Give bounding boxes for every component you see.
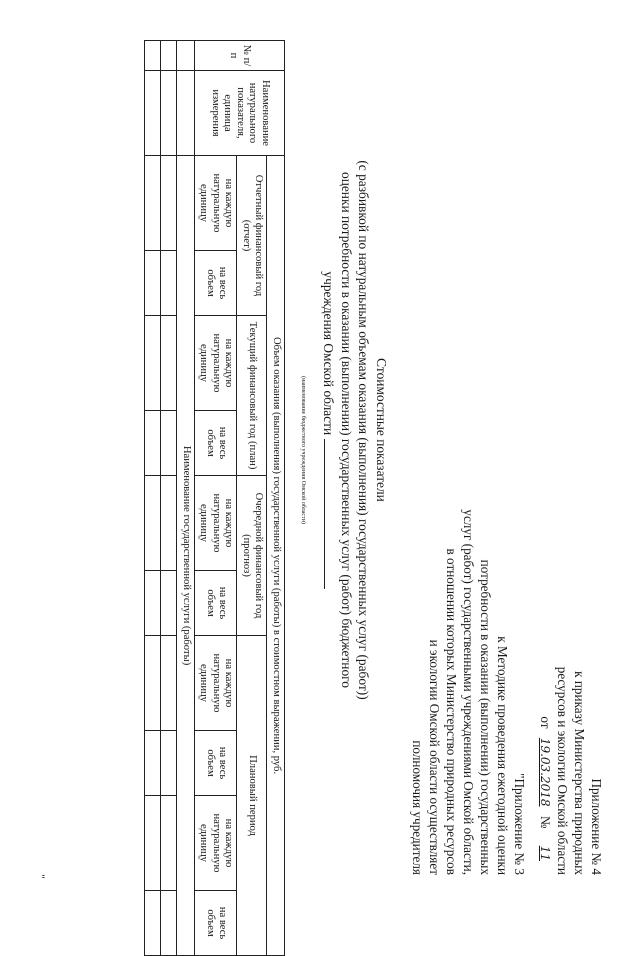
header-per-unit: на каждую натуральную единицу xyxy=(195,316,238,411)
header-per-unit: на каждую натуральную единицу xyxy=(195,156,238,251)
header-per-unit: на каждую натуральную единицу xyxy=(195,796,238,891)
header-total: на весь объем xyxy=(195,411,238,476)
document-title-block xyxy=(320,150,390,710)
number-prefix: № xyxy=(538,815,553,829)
header-period-reporting: Отчетный финансовый год (отчет) xyxy=(237,156,267,316)
indicators-table xyxy=(145,40,286,940)
header-per-unit: на каждую натуральную единицу xyxy=(195,476,238,571)
date-prefix: от xyxy=(538,716,553,729)
annex-3-line: к Методике проведения ежегодной оценки xyxy=(495,636,510,875)
annex-4-line: к приказу Министерства природных xyxy=(572,671,587,875)
header-period-next: Очередной финансовый год (прогноз) xyxy=(237,476,267,636)
document-title: Стоимостные показатели xyxy=(374,358,389,502)
header-total: на весь объем xyxy=(195,731,238,796)
institution-line xyxy=(320,150,338,710)
annex-3-line: полномочия учредителя xyxy=(410,740,425,875)
header-number: № п/п xyxy=(195,41,285,71)
annex-3-line: потребности в оказании (выполнении) государственных xyxy=(478,559,493,875)
annex-4-title: Приложение № 4 xyxy=(589,778,604,875)
order-date: 19.03.2018 xyxy=(538,737,552,807)
annex-3-line: в отношении которых Министерство природных ресурсов xyxy=(444,548,459,875)
annex-3-line: и экологии Омской области осуществляет xyxy=(427,639,442,875)
header-indicator-name: Наименование натурального показателя, единица измерения xyxy=(195,71,285,156)
header-period-current: Текущий финансовый год (план) xyxy=(237,316,267,476)
annex-3-line: услуг (работ) государственными учреждениями Омской области, xyxy=(461,509,476,875)
table-row xyxy=(145,41,161,956)
annex-4-line: ресурсов и экологии Омской области xyxy=(555,666,570,875)
closing-quote: " xyxy=(34,874,48,879)
document-subtitle: (с разбивкой по натуральным объемам оказания (выполнения) государственных услуг (работ)) xyxy=(356,160,372,700)
institution-label: учреждения Омской области xyxy=(321,271,337,436)
annex-4-date-line xyxy=(536,455,554,875)
header-group: Объем оказания (выполнения) государственной услуги (работы) в стоимостном выражении, руб. xyxy=(267,156,285,956)
header-per-unit: на каждую натуральную единицу xyxy=(195,636,238,731)
header-total: на весь объем xyxy=(195,571,238,636)
header-total: на весь объем xyxy=(195,251,238,316)
document-subtitle: оценки потребности в оказании (выполнении) государственных услуг (работ) бюджетного xyxy=(339,172,354,688)
header-period-planned: Плановый период xyxy=(237,636,267,956)
institution-blank xyxy=(325,439,326,589)
service-name-row: Наименование государственной услуги (работы) xyxy=(177,156,195,956)
table-row xyxy=(161,41,177,956)
table-cell xyxy=(177,41,195,71)
annex-4-header xyxy=(536,455,605,875)
order-number: 11 xyxy=(538,845,552,861)
annex-3-title: "Приложение № 3 xyxy=(512,773,527,875)
institution-caption: (наименование бюджетного учреждения Омской области) xyxy=(300,376,306,524)
table-cell xyxy=(177,71,195,156)
header-total: на весь объем xyxy=(195,891,238,956)
annex-3-header xyxy=(409,315,528,875)
